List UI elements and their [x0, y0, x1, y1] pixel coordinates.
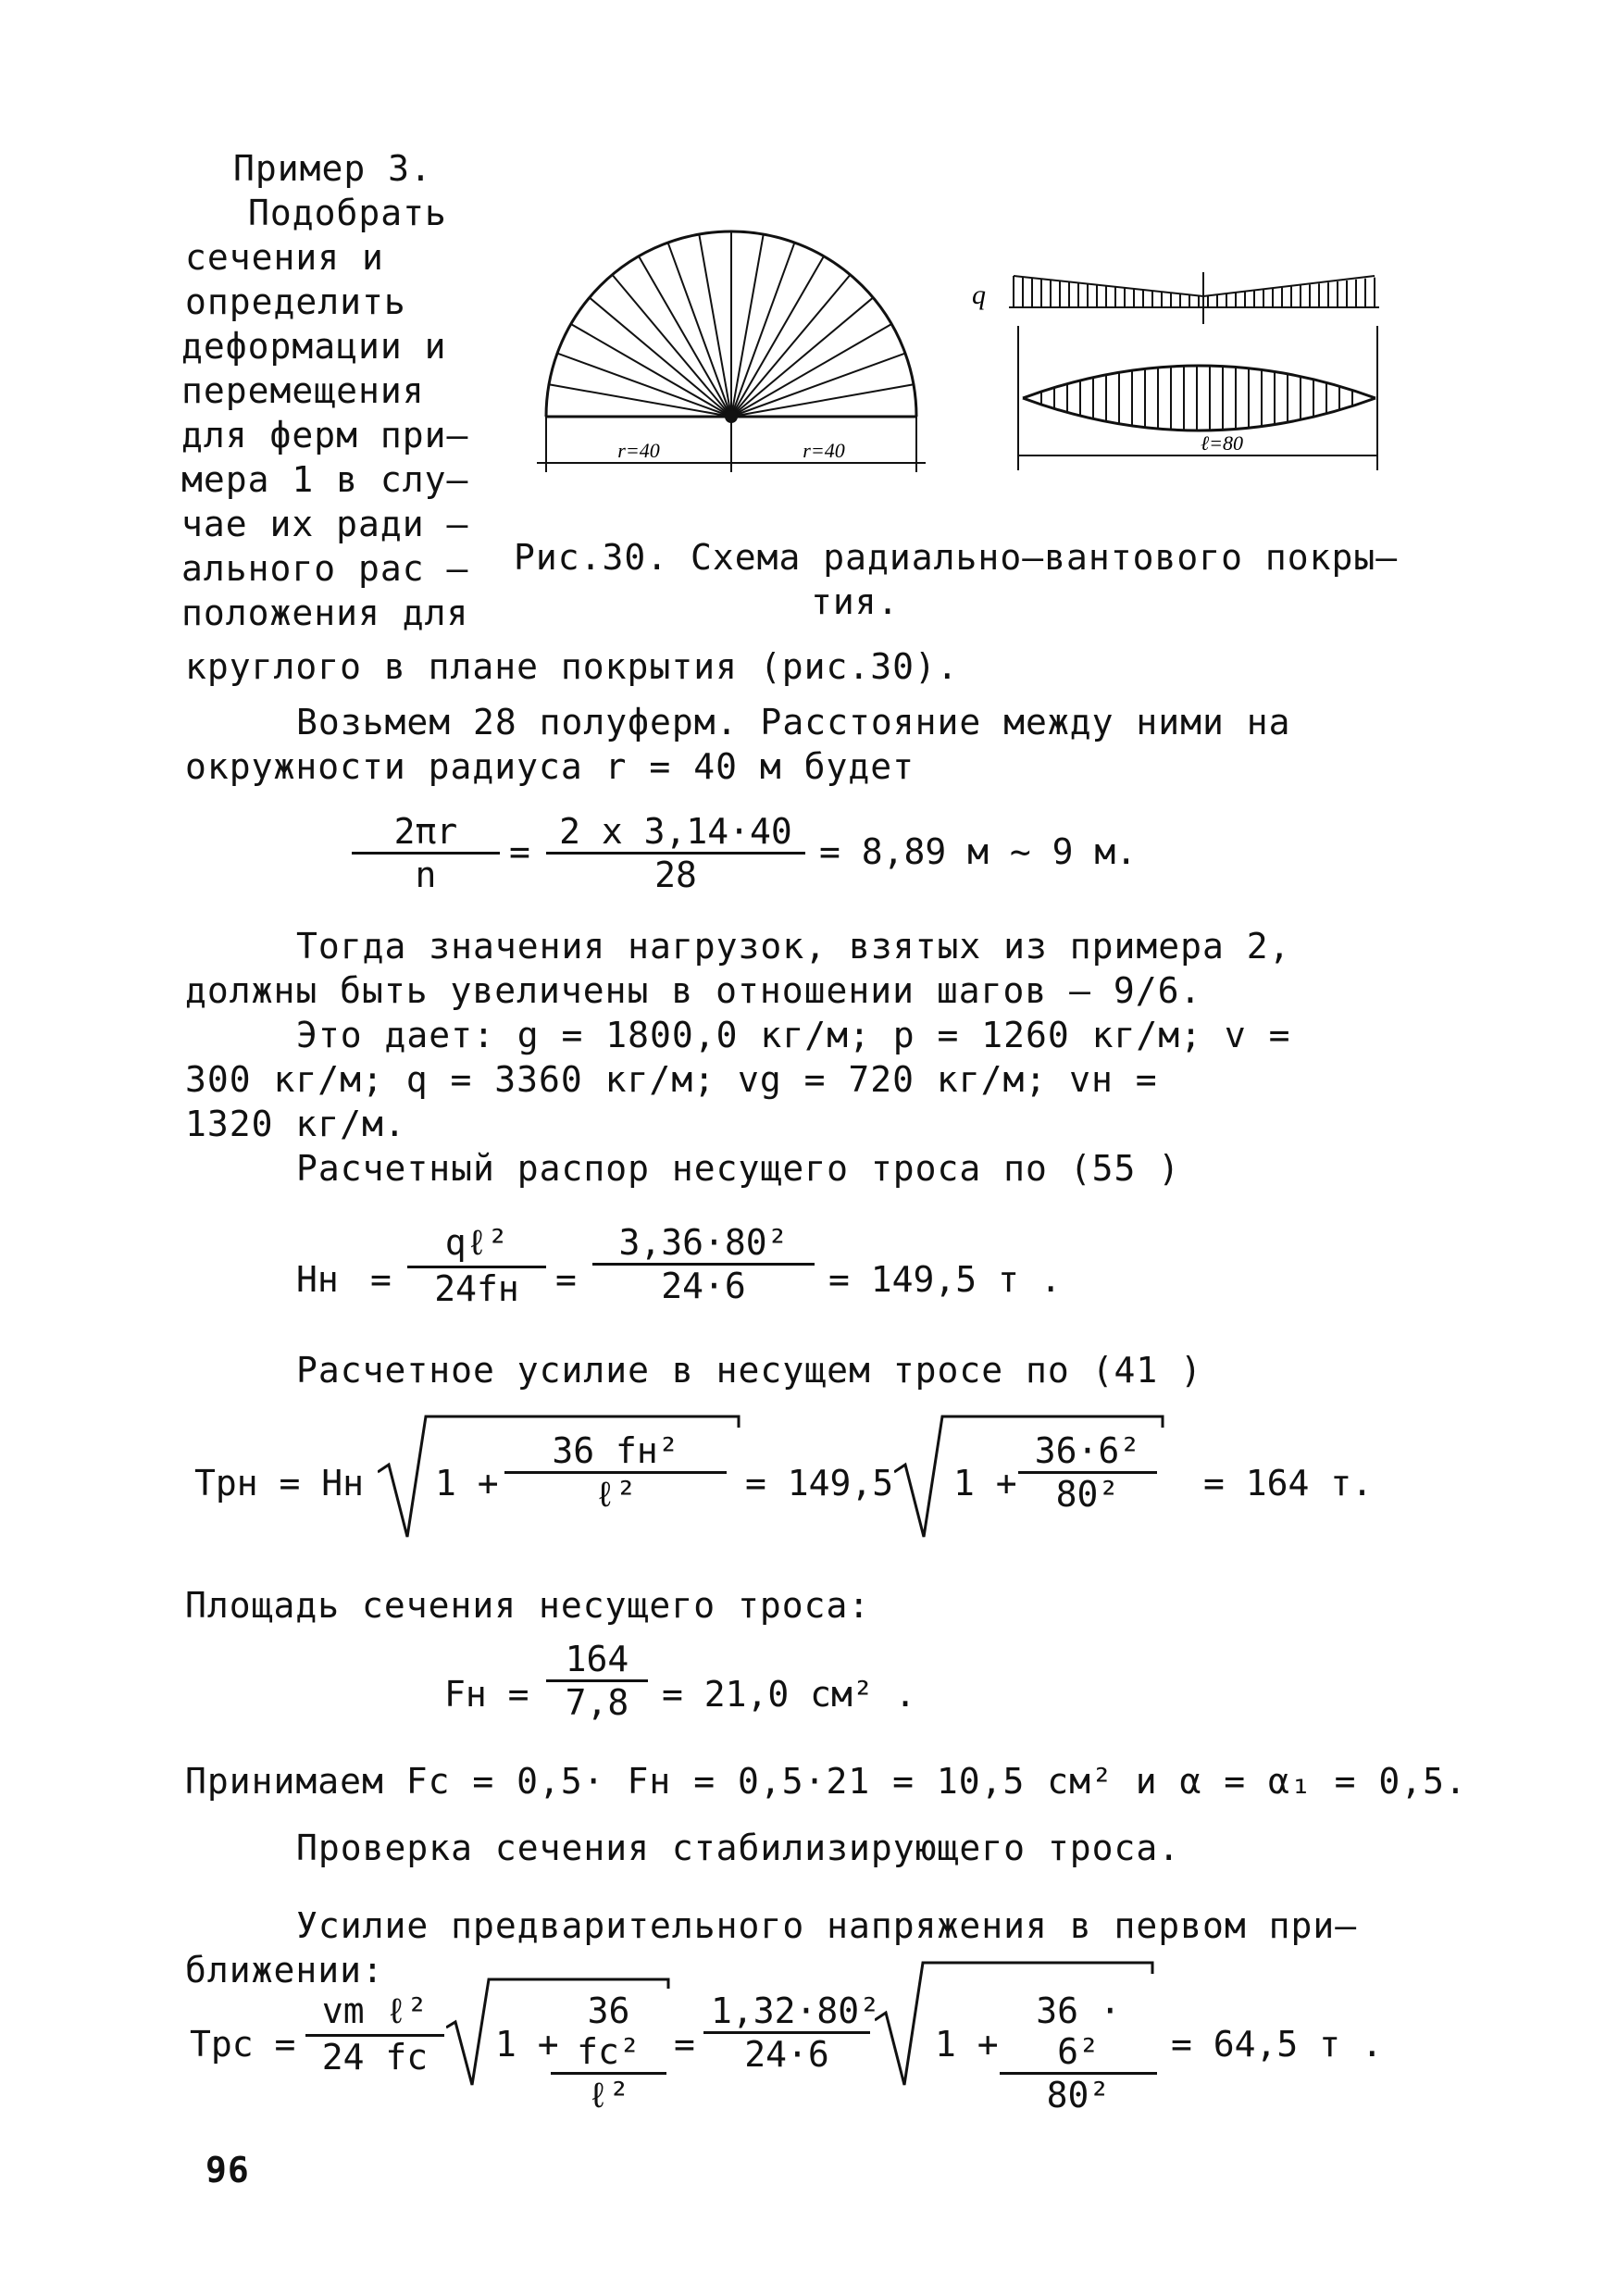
eq-trc-rad1-den: ℓ²: [587, 2075, 630, 2115]
para8-line-1: Усилие предварительного напряжения в первом при–: [296, 1905, 1358, 1946]
eq-trn-rad2-fraction: [1018, 1430, 1157, 1515]
truss-top-chord: [1023, 366, 1375, 398]
eq-hn-equals-2: =: [555, 1259, 577, 1300]
para2-line-4: 300 кг/м; q = 3360 кг/м; vg = 720 кг/м; vн =: [185, 1059, 1158, 1100]
eq-trc-one-2: 1 +: [935, 2024, 999, 2065]
section-diagram: [972, 259, 1379, 472]
eq-trc-fraction-1: [305, 1990, 444, 2078]
page-number: 96: [205, 2150, 250, 2190]
eq-trc-rad2-num: 36 · 6²: [1000, 1990, 1157, 2075]
eq-trc-rad1-num: 36 fc²: [551, 1990, 666, 2075]
eq-trc-result: = 64,5 т .: [1171, 2024, 1383, 2065]
intro-line-9: ального рас –: [181, 548, 469, 589]
eq-hn-den-2: 24·6: [661, 1266, 746, 1306]
eq-trn-result: = 164 т.: [1203, 1463, 1374, 1504]
eq-trn-one-2: 1 +: [953, 1463, 1017, 1504]
para2-line-2: должны быть увеличены в отношении шагов – 9/6.: [185, 970, 1202, 1011]
eq-trn-mid: = 149,5: [745, 1463, 894, 1504]
para2-line-5: 1320 кг/м.: [185, 1104, 406, 1144]
intro-continuation: круглого в плане покрытия (рис.30).: [185, 646, 959, 687]
truss-verticals: [1041, 366, 1352, 430]
para1-line-2: окружности радиуса r = 40 м будет: [185, 746, 915, 787]
para1-line-1: Возьмем 28 полуферм. Расстояние между ними на: [296, 702, 1291, 742]
eq-trc-rad1-fraction: [551, 1990, 666, 2118]
eq-trc-num-2: 1,32·80²: [703, 1990, 870, 2034]
eq-spacing-num-1: 2πr: [352, 811, 500, 855]
figure-caption-line-2: тия.: [811, 581, 900, 622]
load-outline: [1014, 276, 1375, 296]
intro-line-2: сечения и: [185, 237, 384, 278]
eq-hn-lhs: Hн: [296, 1259, 339, 1300]
span-label: ℓ=80: [1200, 431, 1244, 455]
eq-hn-equals-1: =: [370, 1259, 392, 1300]
plan-spokes: [549, 231, 914, 417]
eq-trn-one-1: 1 +: [435, 1463, 499, 1504]
intro-line-3: определить: [185, 281, 406, 322]
eq-trn-lhs: Tрн = Hн: [194, 1463, 365, 1504]
para2-line-1: Тогда значения нагрузок, взятых из примера 2,: [296, 926, 1291, 967]
plan-diagram: [537, 194, 926, 481]
eq-hn-fraction-1: [407, 1222, 546, 1309]
plan-dim-right: r=40: [803, 439, 845, 462]
eq-spacing-den-1: n: [415, 855, 437, 895]
intro-line-5: перемещения: [181, 370, 425, 411]
para2-line-3: Это дает: g = 1800,0 кг/м; p = 1260 кг/м; v =: [296, 1015, 1291, 1055]
eq-spacing-result: = 8,89 м ~ 9 м.: [819, 831, 1138, 872]
para7-line-1: Проверка сечения стабилизирующего троса.: [296, 1828, 1181, 1868]
eq-spacing-fraction-2: [546, 811, 805, 895]
eq-hn-den-1: 24fн: [434, 1268, 519, 1309]
eq-trc-rad2-fraction: [1000, 1990, 1157, 2115]
load-label: q: [972, 280, 986, 310]
eq-trc-rad2-den: 80²: [1046, 2075, 1111, 2115]
intro-line-6: для ферм при–: [181, 415, 469, 455]
eq-hn-num-2: 3,36·80²: [592, 1222, 815, 1266]
eq-trc-den-1: 24 fc: [321, 2037, 429, 2078]
load-diagram: [1014, 276, 1375, 307]
eq-spacing-den-2: 28: [654, 855, 697, 895]
eq-trn-rad1-fraction: [504, 1430, 727, 1517]
eq-hn-result: = 149,5 т .: [828, 1259, 1062, 1300]
intro-line-7: мера 1 в слу–: [181, 459, 469, 500]
eq-trn-rad1-num: 36 fн²: [504, 1430, 727, 1474]
eq-trc-one-1: 1 +: [495, 2024, 559, 2065]
eq-trn-rad1-den: ℓ²: [594, 1474, 637, 1515]
figure-caption-line-1: Рис.30. Схема радиально–вантового покры–: [514, 537, 1399, 578]
para6-line-1: Принимаем Fc = 0,5· Fн = 0,5·21 = 10,5 см² и α = α₁ = 0,5.: [185, 1761, 1467, 1802]
intro-line-4: деформации и: [181, 326, 447, 367]
eq-fn-lhs: Fн =: [444, 1674, 529, 1715]
eq-fn-result: = 21,0 см² .: [662, 1674, 916, 1715]
intro-line-1: Подобрать: [248, 193, 447, 233]
eq-fn-den: 7,8: [565, 1682, 629, 1723]
eq-trc-num-1: vm ℓ²: [305, 1990, 444, 2037]
eq-spacing-num-2: 2 x 3,14·40: [546, 811, 805, 855]
para5-line-1: Площадь сечения несущего троса:: [185, 1585, 871, 1626]
eq-trc-equals-1: =: [674, 2024, 695, 2065]
intro-line-8: чае их ради –: [181, 504, 469, 544]
eq-trc-lhs: Tрс =: [190, 2024, 296, 2065]
eq-hn-num-1: qℓ²: [407, 1222, 546, 1268]
eq-trc-fraction-2: [703, 1990, 881, 2075]
eq-hn-fraction-2: [592, 1222, 815, 1306]
para3-line-1: Расчетный распор несущего троса по (55 ): [296, 1148, 1181, 1189]
eq-trn-rad2-den: 80²: [1055, 1474, 1120, 1515]
truss-bottom-chord: [1023, 398, 1375, 430]
eq-spacing-fraction-1: [352, 811, 500, 895]
eq-trc-den-2: 24·6: [744, 2034, 829, 2075]
example-title: Пример 3.: [233, 148, 432, 189]
plan-dim-left: r=40: [617, 439, 660, 462]
eq-trn-rad2-num: 36·6²: [1018, 1430, 1157, 1474]
para8-line-2: ближении:: [185, 1950, 384, 1990]
eq-fn-num: 164: [546, 1639, 648, 1682]
eq-spacing-equals: =: [509, 831, 530, 872]
eq-fn-fraction: [546, 1639, 648, 1723]
intro-line-10: положения для: [181, 593, 469, 633]
para4-line-1: Расчетное усилие в несущем тросе по (41 ): [296, 1350, 1202, 1391]
